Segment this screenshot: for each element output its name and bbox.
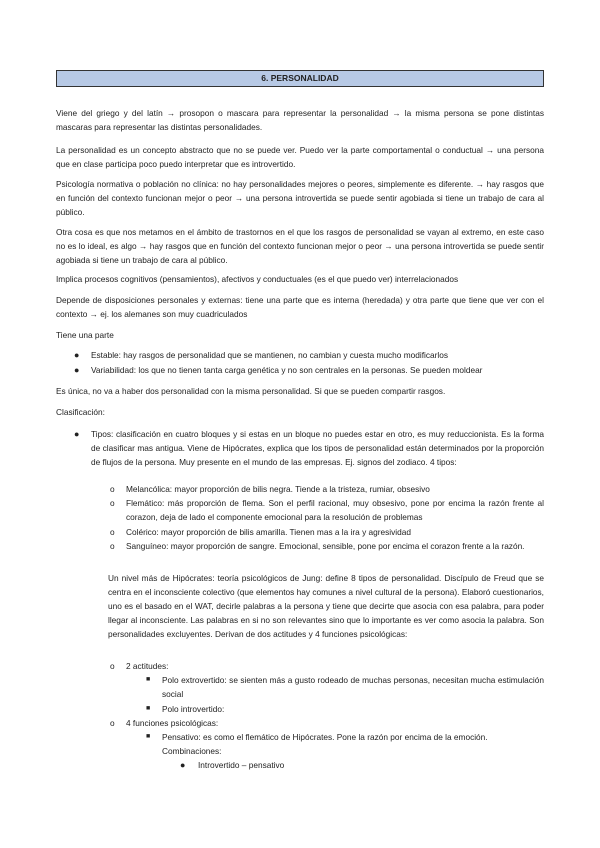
list-item-sanguineo: Sanguíneo: mayor proporción de sangre. Emocional, sensible, pone por encima el corazon frente a la razón.: [126, 541, 525, 551]
list-item-estable: Estable: hay rasgos de personalidad que se mantienen, no cambian y cuesta mucho modificarlos: [91, 350, 448, 360]
list-item-variabilidad: Variabilidad: los que no tienen tanta carga genética y no son centrales en la personas. Se pueden moldear: [91, 365, 483, 375]
paragraph-parte: Tiene una parte: [56, 330, 114, 340]
bullet-dot-icon: ●: [74, 365, 80, 375]
paragraph-jung: Un nivel más de Hipócrates: teoría psicológicos de Jung: define 8 tipos de personalidad. Discípulo de Freud que se centra en el inconsciente colectivo (que elementos hay comunes a nivel cultural de la persona). Elaboró cuestionarios, uno es el basado en el WAT, decirle palabras a la persona y tiene que decirte que asocia con esa palabra, para poder llegar al inconsciente. Las palabras en si no son relevantes sino que lo importante es ver como asocia la palabra. Son personalidades excluyentes. Derivan de dos actitudes y 4 funciones psicológicas:: [108, 573, 544, 639]
bullet-circle-icon: o: [110, 661, 115, 671]
list-item-pensativo: Pensativo: es como el flemático de Hipócrates. Pone la razón por encima de la emoción.: [162, 732, 488, 742]
list-item-tipos: Tipos: clasificación en cuatro bloques y si estas en un bloque no puedes estar en otro, es muy reduccionista. Es la forma de clasificar mas antigua. Viene de Hipócrates, explica que los tipos de personalidad están determinados por la proporción de flujos de la persona. Muy presente en el mundo de las empresas. Ej. signos del zodiaco. 4 tipos:: [91, 429, 544, 467]
list-item-introvertido-pensativo: Introvertido – pensativo: [198, 760, 285, 770]
paragraph-trastornos: Otra cosa es que nos metamos en el ámbito de trastornos en el que los rasgos de personalidad se vayan al extremo, en este caso no es lo ideal, es algo → hay rasgos que en función del contexto funcionan mejor o peor → una persona introvertida se puede sentir agobiada si tiene un trabajo de cara al público.: [56, 227, 544, 265]
paragraph-normative: Psicología normativa o población no clínica: no hay personalidades mejores o peores, simplemente es diferente. → hay rasgos que en función del contexto funcionan mejor o peor → una persona introvertida se puede sentir agobiada si tiene un trabajo de cara al público.: [56, 179, 544, 217]
list-item-actitudes: 2 actitudes:: [126, 661, 169, 671]
paragraph-disposiciones: Depende de disposiciones personales y externas: tiene una parte que es interna (heredada) y otra parte que tiene que ver con el contexto → ej. los alemanes son muy cuadriculados: [56, 295, 544, 319]
section-title: 6. PERSONALIDAD: [56, 70, 544, 87]
list-item-funciones: 4 funciones psicológicas:: [126, 718, 219, 728]
paragraph-origin: Viene del griego y del latín → prosopon o mascara para representar la personalidad → la misma persona se pone distintas mascaras para representar las distintas personalidades.: [56, 108, 544, 132]
bullet-circle-icon: o: [110, 498, 115, 508]
list-item-extrovertido: Polo extrovertido: se sienten más a gusto rodeado de muchas personas, necesitan mucha estimulación social: [162, 675, 544, 699]
bullet-dot-icon: ●: [74, 350, 80, 360]
bullet-dot-icon: ●: [74, 429, 80, 439]
bullet-circle-icon: o: [110, 527, 115, 537]
bullet-square-icon: ■: [146, 676, 151, 683]
bullet-square-icon: ■: [146, 705, 151, 712]
bullet-dot-icon: ●: [180, 760, 186, 770]
bullet-square-icon: ■: [146, 733, 151, 740]
bullet-circle-icon: o: [110, 484, 115, 494]
paragraph-clasificacion: Clasificación:: [56, 407, 105, 417]
list-item-flematico: Flemático: más proporción de flema. Son el perfil racional, muy obsesivo, pone por encima la razón frente al corazon, deja de lado el componente emocional para la resolución de problemas: [126, 498, 544, 522]
bullet-circle-icon: o: [110, 718, 115, 728]
paragraph-procesos: Implica procesos cognitivos (pensamientos), afectivos y conductuales (es el que puedo ver) interrelacionados: [56, 274, 459, 284]
list-item-introvertido: Polo introvertido:: [162, 704, 225, 714]
combinaciones-label: Combinaciones:: [162, 746, 222, 756]
bullet-circle-icon: o: [110, 541, 115, 551]
list-item-colerico: Colérico: mayor proporción de bilis amarilla. Tienen mas a la ira y agresividad: [126, 527, 411, 537]
list-item-melancolica: Melancólica: mayor proporción de bilis negra. Tiende a la tristeza, rumiar, obsesivo: [126, 484, 430, 494]
paragraph-concept: La personalidad es un concepto abstracto que no se puede ver. Puedo ver la parte comportamental o conductual → una persona que en clase participa poco puedo interpretar que es introvertido.: [56, 145, 544, 169]
paragraph-unica: Es única, no va a haber dos personalidad con la misma personalidad. Si que se pueden compartir rasgos.: [56, 386, 446, 396]
